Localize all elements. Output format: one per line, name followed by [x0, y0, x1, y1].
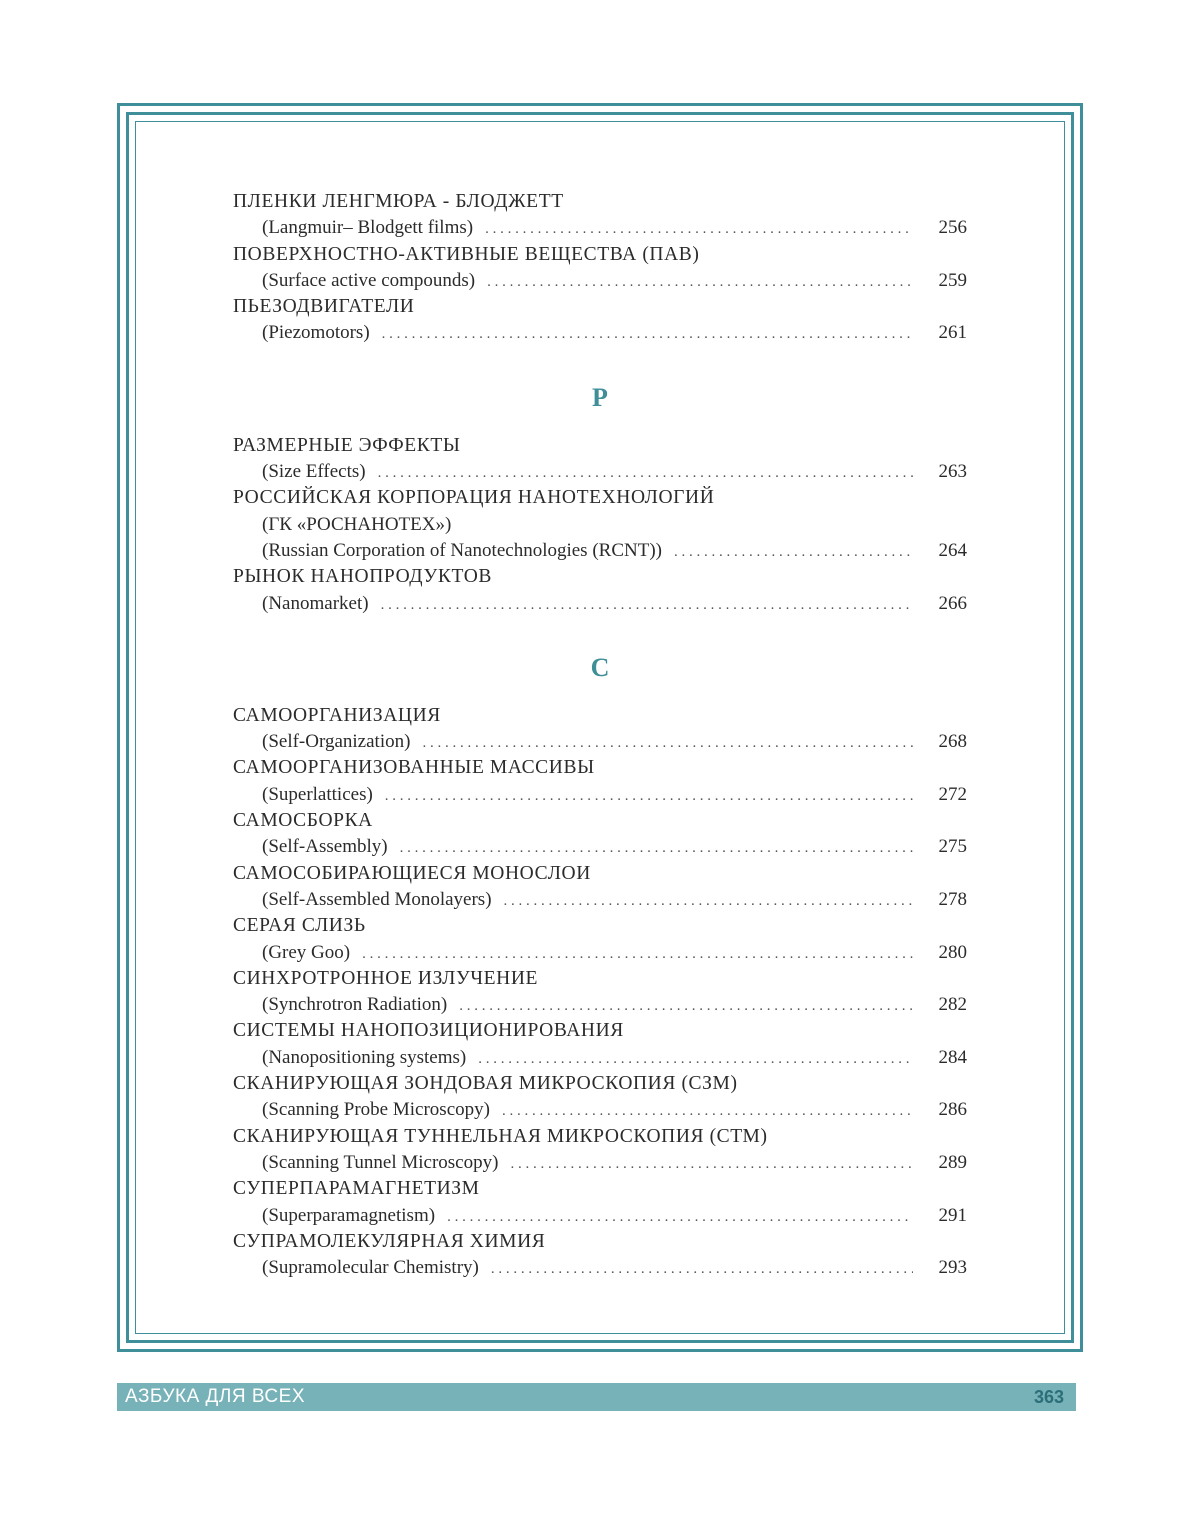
entry-page-number: 261	[938, 322, 967, 344]
entry-english-title: (Russian Corporation of Nanotechnologies (RCNT))	[262, 539, 662, 561]
entry-title: СИСТЕМЫ НАНОПОЗИЦИОНИРОВАНИЯ	[233, 1020, 624, 1042]
footer-book-title: АЗБУКА ДЛЯ ВСЕХ	[125, 1386, 306, 1407]
entry-title: САМОСБОРКА	[233, 810, 373, 832]
entry-english-line	[233, 729, 967, 755]
entry-english-title: (Nanopositioning systems)	[262, 1046, 467, 1068]
toc-entry	[233, 861, 967, 914]
dot-leader	[378, 460, 913, 486]
entry-english-line	[233, 782, 967, 808]
entry-english-title: (Synchrotron Radiation)	[262, 994, 448, 1016]
entry-page-number: 280	[938, 941, 967, 963]
entry-page-number: 264	[938, 539, 967, 561]
toc-entry	[233, 1071, 967, 1124]
toc-entry	[233, 703, 967, 756]
entry-title: САМООРГАНИЗАЦИЯ	[233, 704, 441, 726]
entry-english-line	[233, 992, 967, 1018]
entry-title: САМОСОБИРАЮЩИЕСЯ МОНОСЛОИ	[233, 862, 591, 884]
entry-title: СКАНИРУЮЩАЯ ТУННЕЛЬНАЯ МИКРОСКОПИЯ (СТМ)	[233, 1125, 768, 1147]
entry-title: РАЗМЕРНЫЕ ЭФФЕКТЫ	[233, 434, 461, 456]
entry-page-number: 256	[938, 217, 967, 239]
entry-english-line	[233, 1203, 967, 1229]
page-footer	[117, 1383, 1076, 1411]
dot-leader	[382, 321, 913, 347]
entry-title: СУПРАМОЛЕКУЛЯРНАЯ ХИМИЯ	[233, 1230, 546, 1252]
entry-title: РЫНОК НАНОПРОДУКТОВ	[233, 566, 492, 588]
entry-english-title: (Piezomotors)	[262, 322, 370, 344]
entry-title: СЕРАЯ СЛИЗЬ	[233, 915, 366, 937]
dot-leader	[400, 835, 913, 861]
entry-english-line	[233, 1150, 967, 1176]
dot-leader	[385, 783, 913, 809]
entry-english-line	[233, 591, 967, 617]
entry-page-number: 275	[938, 836, 967, 858]
entry-english-title: (Nanomarket)	[262, 592, 369, 614]
section-letter-heading: С	[590, 652, 610, 682]
toc-entry	[233, 1124, 967, 1177]
entry-english-line	[233, 320, 967, 346]
entry-title: САМООРГАНИЗОВАННЫЕ МАССИВЫ	[233, 757, 595, 779]
entry-english-title: (Self-Assembly)	[262, 836, 388, 858]
entry-page-number: 293	[938, 1257, 967, 1279]
entry-english-line	[233, 1045, 967, 1071]
entry-english-line	[233, 538, 967, 564]
entry-page-number: 291	[938, 1204, 967, 1226]
footer-page-number: 363	[1033, 1387, 1064, 1407]
entry-title: РОССИЙСКАЯ КОРПОРАЦИЯ НАНОТЕХНОЛОГИЙ	[233, 487, 715, 509]
entry-english-line	[233, 834, 967, 860]
entry-english-title: (Langmuir– Blodgett films)	[262, 217, 474, 239]
entry-english-title: (Size Effects)	[262, 461, 366, 483]
section-letter-heading: Р	[592, 382, 608, 412]
toc-entry	[233, 294, 967, 347]
dot-leader	[447, 1204, 913, 1230]
toc-entry	[233, 242, 967, 295]
toc-entry	[233, 755, 967, 808]
entry-page-number: 272	[938, 783, 967, 805]
toc-section	[233, 189, 967, 347]
toc-entry	[233, 1018, 967, 1071]
toc-entry	[233, 564, 967, 617]
toc-entry	[233, 966, 967, 1019]
entry-subtitle: (ГК «РОСНАНОТЕХ»)	[262, 513, 452, 535]
entry-english-title: (Surface active compounds)	[262, 269, 476, 291]
toc-entry	[233, 913, 967, 966]
entry-page-number: 259	[938, 269, 967, 291]
toc-entry	[233, 433, 967, 486]
entry-english-title: (Superparamagnetism)	[262, 1204, 436, 1226]
toc-entry	[233, 1229, 967, 1282]
entry-page-number: 284	[938, 1046, 967, 1068]
entry-page-number: 289	[938, 1151, 967, 1173]
entry-english-title: (Self-Assembled Monolayers)	[262, 888, 492, 910]
dot-leader	[459, 993, 913, 1019]
entry-english-title: (Grey Goo)	[262, 941, 351, 963]
entry-english-line	[233, 887, 967, 913]
entry-english-line	[233, 268, 967, 294]
entry-english-line	[233, 940, 967, 966]
dot-leader	[487, 269, 913, 295]
dot-leader	[510, 1151, 913, 1177]
entry-english-line	[233, 1097, 967, 1123]
entry-page-number: 268	[938, 731, 967, 753]
dot-leader	[502, 1098, 913, 1124]
dot-leader	[362, 941, 913, 967]
entry-title: СКАНИРУЮЩАЯ ЗОНДОВАЯ МИКРОСКОПИЯ (СЗМ)	[233, 1073, 738, 1095]
entry-english-title: (Self-Organization)	[262, 731, 411, 753]
toc-entry	[233, 808, 967, 861]
entry-english-title: (Superlattices)	[262, 783, 373, 805]
entry-title: ПЬЕЗОДВИГАТЕЛИ	[233, 296, 415, 318]
entry-title: ПОВЕРХНОСТНО-АКТИВНЫЕ ВЕЩЕСТВА (ПАВ)	[233, 243, 700, 265]
dot-leader	[485, 216, 913, 242]
entry-page-number: 266	[938, 592, 967, 614]
entry-english-line	[233, 459, 967, 485]
entry-title: СИНХРОТРОННОЕ ИЗЛУЧЕНИЕ	[233, 967, 539, 989]
toc-section	[233, 382, 967, 617]
toc-entry	[233, 189, 967, 242]
dot-leader	[504, 888, 913, 914]
dot-leader	[674, 539, 913, 565]
entry-english-line	[233, 1255, 967, 1281]
dot-leader	[478, 1046, 913, 1072]
entry-english-line	[233, 215, 967, 241]
entry-page-number: 286	[938, 1099, 967, 1121]
dot-leader	[491, 1256, 913, 1282]
entry-english-title: (Scanning Tunnel Microscopy)	[262, 1151, 499, 1173]
dot-leader	[381, 592, 913, 618]
toc-section	[233, 652, 967, 1282]
toc-entry	[233, 1176, 967, 1229]
entry-title: СУПЕРПАРАМАГНЕТИЗМ	[233, 1178, 480, 1200]
entry-title: ПЛЕНКИ ЛЕНГМЮРА - БЛОДЖЕТТ	[233, 191, 564, 212]
toc-entry	[233, 485, 967, 564]
dot-leader	[422, 730, 913, 756]
entry-page-number: 263	[938, 461, 967, 483]
table-of-contents	[233, 189, 967, 1281]
entry-english-title: (Supramolecular Chemistry)	[262, 1257, 479, 1279]
entry-page-number: 278	[938, 888, 967, 910]
entry-page-number: 282	[938, 994, 967, 1016]
entry-english-title: (Scanning Probe Microscopy)	[262, 1099, 490, 1121]
